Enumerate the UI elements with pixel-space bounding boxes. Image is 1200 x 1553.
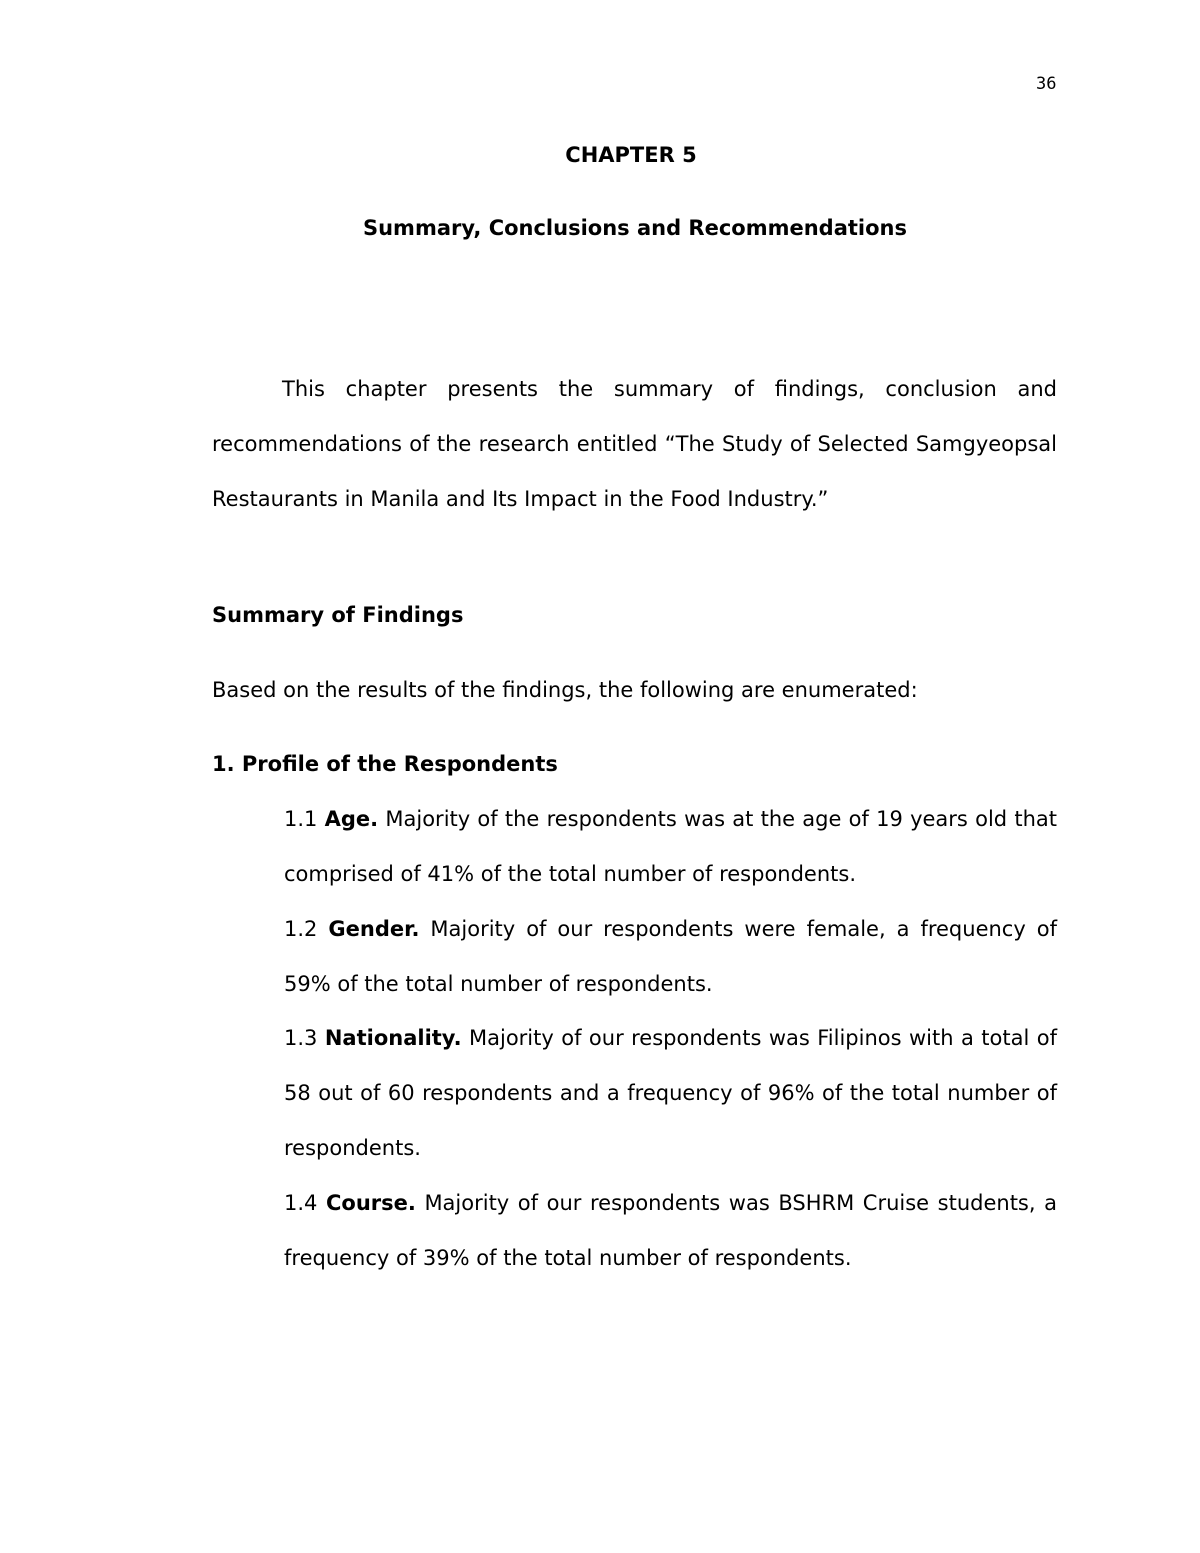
finding-age xyxy=(284,792,1057,902)
finding-label: Nationality. xyxy=(324,1026,462,1050)
summary-heading: Summary of Findings xyxy=(212,603,464,627)
finding-number: 1.4 xyxy=(284,1191,318,1215)
finding-label: Course. xyxy=(325,1191,416,1215)
finding-nationality xyxy=(284,1011,1057,1176)
finding-number: 1.3 xyxy=(284,1026,318,1050)
finding-label: Gender. xyxy=(328,917,420,941)
chapter-title: CHAPTER 5 xyxy=(565,143,697,167)
page-number: 36 xyxy=(1036,74,1057,94)
chapter-subtitle: Summary, Conclusions and Recommendations xyxy=(362,216,907,240)
finding-text: Majority of the respondents was at the age of 19 years old that comprised of 41% of the total number of respondents. xyxy=(284,807,1057,886)
profile-heading: 1. Profile of the Respondents xyxy=(212,752,558,776)
finding-text: Majority of our respondents were female, a frequency of 59% of the total number of respondents. xyxy=(284,917,1057,996)
finding-number: 1.2 xyxy=(284,917,318,941)
intro-paragraph: This chapter presents the summary of findings, conclusion and recommendations of the research entitled “The Study of Selected Samgyeopsal Restaurants in Manila and Its Impact in the Food Industry.” xyxy=(212,377,1057,511)
finding-number: 1.1 xyxy=(284,807,318,831)
finding-course xyxy=(284,1176,1057,1286)
finding-gender xyxy=(284,902,1057,1012)
summary-lead: Based on the results of the findings, the following are enumerated: xyxy=(212,678,918,702)
finding-text: Majority of our respondents was Filipinos with a total of 58 out of 60 respondents and a frequency of 96% of the total number of respondents. xyxy=(284,1026,1057,1160)
finding-text: Majority of our respondents was BSHRM Cruise students, a frequency of 39% of the total number of respondents. xyxy=(284,1191,1057,1270)
finding-label: Age. xyxy=(324,807,379,831)
